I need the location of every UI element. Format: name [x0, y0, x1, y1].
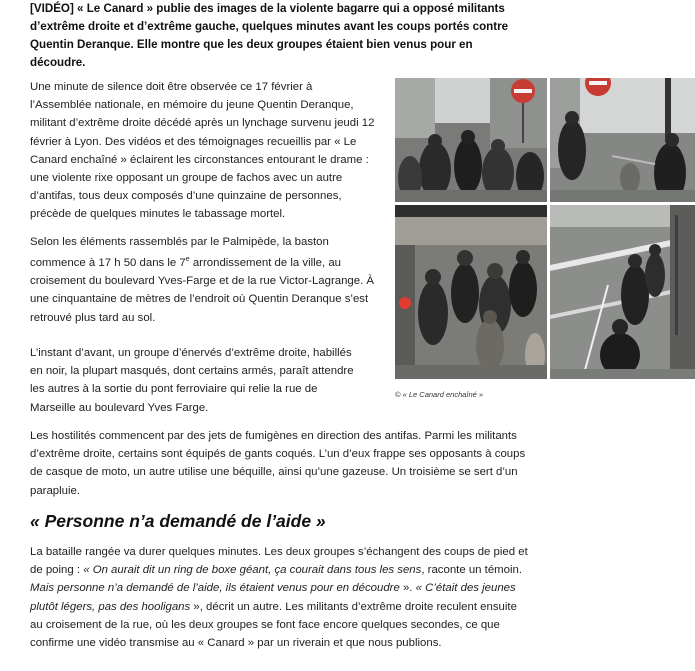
lede-text: « Le Canard » publie des images de la violente bagarre qui a opposé militants d’extrême droite et d’extrême gauche, quelques minutes avant les coups portés contre Quentin Deranque. Elle montre que les deux groupes étaient bien venus pour en découdre. — [30, 2, 509, 69]
paragraph-2-part-b: arrondissement de la ville, au croisement du boulevard Yves-Farge et de la rue Victor-Lagrange. À une cinquantaine de mètres de l’endroit où Quentin Deranque s’est retrouvé plus tard au sol. — [30, 257, 375, 324]
article-lede — [30, 0, 530, 72]
quote-2: Mais personne n’a demandé de l’aide, ils étaient venus pour en découdre — [30, 582, 400, 595]
paragraph-4: Les hostilités commencent par des jets de fumigènes en direction des antifas. Parmi les militants d’extrême droite, certains sont équipés de gants coqués. L’un d’eux frappe ses opposants à coups de casque de moto, un autre utilise une béquille, ainsi qu’une gazeuse. Un troisième se sert d’un parapluie. — [30, 430, 526, 497]
video-stills-grid[interactable] — [395, 78, 695, 379]
paragraph-5-part-d: », décrit un autre. Les militants d’extrême droite reculent ensuite au croisement de la rue, où les deux groupes se font face encore quelques secondes, ce que confirme une vidéo transmise au « Canard » par un riverain et que nous publions. — [30, 600, 517, 650]
quote-1: « On aurait dit un ring de boxe géant, ça courait dans tous les sens — [83, 564, 422, 577]
video-still-2[interactable] — [550, 78, 695, 202]
paragraph-2 — [30, 233, 375, 327]
paragraph-3: L’instant d’avant, un groupe d’énervés d’extrême droite, habillés en noir, la plupart masqués, dont certains armés, paraît attendre les autres à la sortie du pont ferroviaire qui relie la rue de Marseille au boulevard Yves Farge. — [30, 347, 354, 414]
video-still-1[interactable] — [395, 78, 547, 202]
video-still-4[interactable] — [550, 205, 695, 379]
superscript-e: e — [185, 256, 190, 264]
paragraph-2-part-a: Selon les éléments rassemblés par le Palmipède, la baston commence à 17 h 50 dans le 7 — [30, 236, 329, 269]
video-tag: [VIDÉO] — [30, 2, 74, 15]
section-heading: « Personne n’a demandé de l’aide » — [30, 511, 326, 531]
paragraph-5 — [30, 543, 530, 652]
quote-3: « C’était des jeunes plutôt légers, pas des hooligans — [30, 582, 516, 613]
paragraph-1: Une minute de silence doit être observée ce 17 février à l’Assemblée nationale, en mémoire du jeune Quentin Deranque, militant d’extrême droite décédé après un lynchage survenu jeudi 12 février à Lyon. Des vidéos et des témoignages recueillis par « Le Canard enchaîné » éclairent les circonstances entourant le drame : une violente rixe opposant un groupe de fachos avec un autre d’antifas, tous deux composés d’une quinzaine de personnes, précède de quelques minutes le tabassage mortel. — [30, 81, 375, 221]
paragraph-5-part-b: , raconte un témoin. — [421, 564, 523, 577]
paragraph-5-part-a: La bataille rangée va durer quelques minutes. Les deux groupes s’échangent des coups de pied et de poing : — [30, 546, 528, 577]
photo-caption: © « Le Canard enchaîné » — [395, 390, 484, 399]
video-still-3[interactable] — [395, 205, 547, 379]
paragraph-5-part-c: ». — [399, 582, 416, 595]
